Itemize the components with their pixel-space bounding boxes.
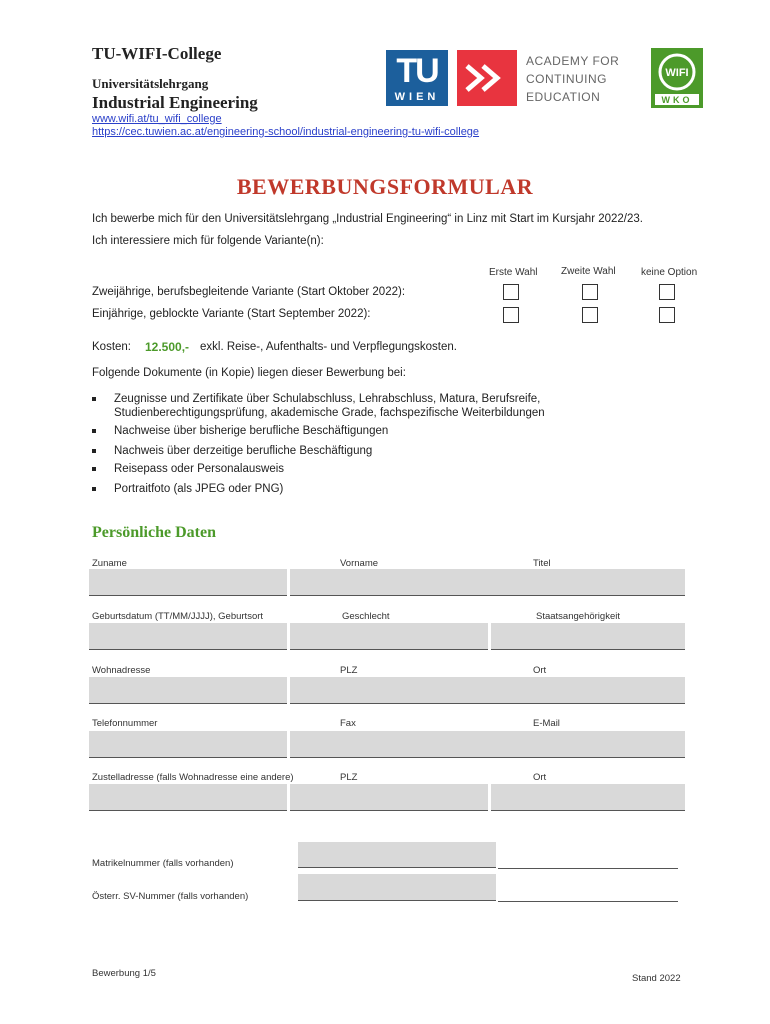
- academy-text: [526, 52, 619, 106]
- delivery-zip-field[interactable]: [290, 784, 488, 811]
- tu-logo-letters: TU: [396, 52, 438, 90]
- tu-logo-wien: WIEN: [394, 91, 440, 103]
- form-title: BEWERBUNGSFORMULAR: [236, 174, 534, 199]
- label-last-name: Zuname: [92, 558, 127, 569]
- last-name-field[interactable]: [89, 569, 287, 596]
- citizenship-field[interactable]: [491, 623, 685, 650]
- program-type: Universitätslehrgang: [92, 76, 209, 91]
- list-item: Nachweis über derzeitige berufliche Beschäftigung: [92, 444, 692, 458]
- label-email: E-Mail: [533, 718, 560, 729]
- tu-wien-logo: [386, 50, 448, 106]
- label-city: Ort: [533, 665, 547, 676]
- wko-logo-text: WKO: [661, 95, 693, 105]
- label-social-security-number: Österr. SV-Nummer (falls vorhanden): [92, 891, 249, 902]
- academy-line-1: ACADEMY FOR: [526, 54, 620, 68]
- costs-label: Kosten:: [92, 341, 131, 353]
- costs-value: 12.500,-: [145, 340, 190, 354]
- delivery-address-field[interactable]: [89, 784, 287, 811]
- double-chevron-icon: [457, 50, 517, 106]
- label-delivery-zip: PLZ: [340, 772, 358, 783]
- label-fax: Fax: [340, 718, 356, 729]
- label-zip: PLZ: [340, 665, 358, 676]
- section-title-personal-data: Persönliche Daten: [92, 524, 216, 541]
- social-security-number-field[interactable]: [298, 874, 496, 901]
- list-item: Reisepass oder Personalausweis: [92, 462, 692, 476]
- option-header-first: Erste Wahl: [489, 267, 538, 278]
- social-security-number-line: [498, 901, 678, 902]
- college-name: TU-WIFI-College: [92, 44, 222, 63]
- matriculation-number-field[interactable]: [298, 842, 496, 868]
- list-item: Zeugnisse und Zertifikate über Schulabschluss, Lehrabschluss, Matura, Berufsreife, Studienberechtigungsprüfung, akademische Grade, fachspezifische Weiterbildungen: [92, 392, 692, 420]
- home-address-field[interactable]: [89, 677, 287, 704]
- two-year-no-option-checkbox[interactable]: [659, 284, 675, 300]
- label-home-address: Wohnadresse: [92, 665, 151, 676]
- variant-one-year-label: Einjährige, geblockte Variante (Start September 2022):: [92, 308, 371, 320]
- label-first-name: Vorname: [340, 558, 379, 569]
- costs-note: exkl. Reise-, Aufenthalts- und Verpflegungskosten.: [200, 341, 457, 353]
- one-year-first-choice-checkbox[interactable]: [503, 307, 519, 323]
- intro-text: Ich bewerbe mich für den Universitätslehrgang „Industrial Engineering“ in Linz mit Start im Kursjahr 2022/23.: [92, 213, 643, 225]
- delivery-city-field[interactable]: [491, 784, 685, 811]
- matriculation-number-line: [498, 868, 678, 869]
- wifi-link[interactable]: www.wifi.at/tu_wifi_college: [92, 113, 222, 125]
- label-matriculation-number: Matrikelnummer (falls vorhanden): [92, 858, 234, 869]
- academy-line-3: EDUCATION: [526, 90, 601, 104]
- option-header-second: Zweite Wahl: [561, 266, 616, 277]
- label-delivery-city: Ort: [533, 772, 547, 783]
- gender-field[interactable]: [290, 623, 488, 650]
- label-birth-date-place: Geburtsdatum (TT/MM/JJJJ), Geburtsort: [92, 611, 264, 622]
- phone-field[interactable]: [89, 731, 287, 758]
- label-citizenship: Staatsangehörigkeit: [536, 611, 620, 622]
- variant-intro: Ich interessiere mich für folgende Variante(n):: [92, 235, 324, 247]
- wifi-logo-mark: [651, 48, 703, 108]
- label-title: Titel: [533, 558, 551, 569]
- list-item: Nachweise über bisherige berufliche Beschäftigungen: [92, 424, 692, 438]
- academy-line-2: CONTINUING: [526, 72, 607, 86]
- program-name: Industrial Engineering: [92, 93, 258, 112]
- first-name-title-field[interactable]: [290, 569, 685, 596]
- one-year-no-option-checkbox[interactable]: [659, 307, 675, 323]
- wifi-logo-text: WIFI: [665, 67, 689, 79]
- option-header-none: keine Option: [641, 267, 698, 278]
- list-item: Portraitfoto (als JPEG oder PNG): [92, 482, 692, 496]
- tuwien-link[interactable]: https://cec.tuwien.ac.at/engineering-school/industrial-engineering-tu-wifi-college: [92, 126, 480, 138]
- zip-city-field[interactable]: [290, 677, 685, 704]
- documents-intro: Folgende Dokumente (in Kopie) liegen dieser Bewerbung bei:: [92, 367, 406, 379]
- one-year-second-choice-checkbox[interactable]: [582, 307, 598, 323]
- birth-date-place-field[interactable]: [89, 623, 287, 650]
- fax-email-field[interactable]: [290, 731, 685, 758]
- two-year-first-choice-checkbox[interactable]: [503, 284, 519, 300]
- variant-two-year-label: Zweijährige, berufsbegleitende Variante (Start Oktober 2022):: [92, 286, 406, 298]
- label-phone: Telefonnummer: [92, 718, 158, 729]
- documents-list: [92, 392, 692, 500]
- two-year-second-choice-checkbox[interactable]: [582, 284, 598, 300]
- page-number: Bewerbung 1/5: [92, 968, 156, 979]
- wifi-logo: [651, 48, 703, 108]
- label-gender: Geschlecht: [342, 611, 390, 622]
- label-delivery-address: Zustelladresse (falls Wohnadresse eine andere): [92, 772, 294, 783]
- document-version: Stand 2022: [632, 973, 681, 984]
- academy-arrows-logo: [457, 50, 517, 106]
